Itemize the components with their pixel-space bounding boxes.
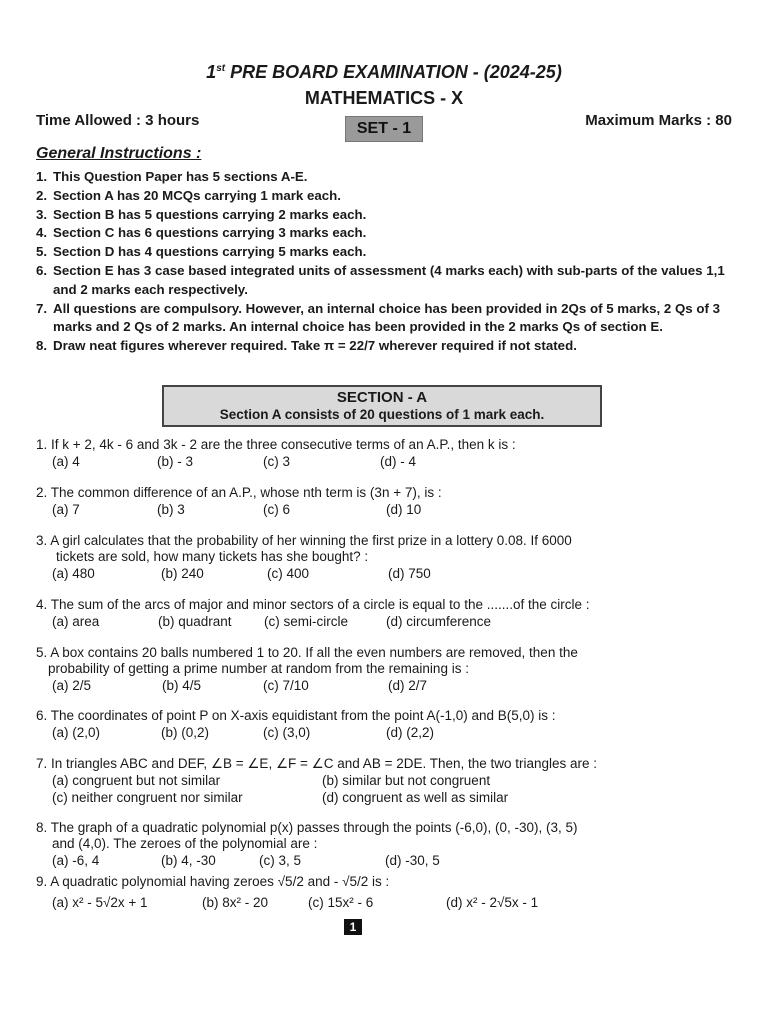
question-stem: 8. The graph of a quadratic polynomial p(x) passes through the points (-6,0), (0, -30), (3, 5): [36, 820, 578, 835]
options-row: [52, 852, 736, 869]
question-stem-cont: and (4,0). The zeroes of the polynomial are :: [52, 836, 318, 851]
options-row: [52, 724, 736, 741]
option-b: (b) quadrant: [158, 614, 232, 629]
option-a: (a) 2/5: [52, 678, 92, 693]
option-d: (d) circumference: [386, 614, 492, 629]
option-a: (a) 4: [52, 454, 80, 469]
maximum-marks: Maximum Marks : 80: [585, 112, 732, 129]
question-stem: 1. If k + 2, 4k - 6 and 3k - 2 are the three consecutive terms of an A.P., then k is :: [36, 437, 516, 452]
option-d: (d) -30, 5: [385, 853, 440, 868]
question-1: [36, 437, 736, 470]
options-row: [52, 613, 736, 630]
option-c: (c) neither congruent nor similar: [52, 790, 243, 805]
instruction-item: 1. This Question Paper has 5 sections A-E.: [36, 169, 308, 184]
option-b: (b) similar but not congruent: [322, 773, 491, 788]
question-stem: 3. A girl calculates that the probability of her winning the first prize in a lottery 0.08. If 6000: [36, 533, 572, 548]
option-d: (d) congruent as well as similar: [322, 790, 509, 805]
option-c: (c) 7/10: [263, 678, 309, 693]
instruction-item: 4. Section C has 6 questions carrying 3 marks each.: [36, 225, 367, 241]
options-row: [52, 772, 736, 789]
page-number: 1: [344, 919, 362, 935]
option-d: (d) 750: [388, 566, 431, 581]
instruction-item: 5. Section D has 4 questions carrying 5 marks each.: [36, 244, 367, 260]
question-5: [36, 645, 736, 694]
question-9: [36, 874, 736, 911]
question-7: [36, 756, 736, 806]
options-row: [52, 565, 736, 582]
time-allowed: Time Allowed : 3 hours: [36, 112, 200, 129]
question-8: [36, 820, 736, 869]
option-d: (d) 10: [386, 502, 422, 517]
question-stem-cont: probability of getting a prime number at random from the remaining is :: [48, 661, 469, 676]
option-b: (b) (0,2): [161, 725, 210, 740]
question-stem: 2. The common difference of an A.P., whose nth term is (3n + 7), is :: [36, 485, 442, 500]
question-stem: 4. The sum of the arcs of major and minor sectors of a circle is equal to the .......of the circle :: [36, 597, 590, 612]
question-stem-cont: tickets are sold, how many tickets has she bought? :: [56, 549, 369, 564]
option-a: (a) (2,0): [52, 725, 101, 740]
options-row: [52, 453, 736, 470]
option-a: (a) 7: [52, 502, 80, 517]
instruction-item: 8. Draw neat figures wherever required. Take π = 22/7 wherever required if not stated.: [36, 338, 577, 354]
options-row: [52, 894, 736, 911]
question-stem: 7. In triangles ABC and DEF, ∠B = ∠E, ∠F = ∠C and AB = 2DE. Then, the two triangles are :: [36, 756, 598, 771]
option-d: (d) 2/7: [388, 678, 428, 693]
option-c: (c) (3,0): [263, 725, 311, 740]
instruction-item: 3. Section B has 5 questions carrying 2 marks each.: [36, 206, 367, 222]
option-a: (a) 480: [52, 566, 95, 581]
option-a: (a) area: [52, 614, 100, 629]
option-c: (c) semi-circle: [264, 614, 348, 629]
option-b: (b) 4, -30: [161, 853, 216, 868]
option-a: (a) congruent but not similar: [52, 773, 221, 788]
option-b: (b) - 3: [157, 454, 194, 469]
option-b: (b) 8x² - 20: [202, 895, 269, 910]
option-a: (a) x² - 5√2x + 1: [52, 895, 148, 910]
instruction-item: 6. Section E has 3 case based integrated units of assessment (4 marks each) with sub-parts of the values 1,1 and 2 marks each respectively.: [36, 262, 725, 297]
option-c: (c) 15x² - 6: [308, 895, 374, 910]
set-badge: SET - 1: [345, 116, 423, 142]
question-stem: 6. The coordinates of point P on X-axis equidistant from the point A(-1,0) and B(5,0) is :: [36, 708, 556, 723]
options-row: [52, 501, 736, 518]
section-subtitle: Section A consists of 20 questions of 1 mark each.: [219, 407, 545, 422]
instruction-item: 7. All questions are compulsory. However, an internal choice has been provided in 2Qs of 5 marks, 2 Qs of 3 marks and 2 Qs of 2 marks. An internal choice has been provided in the 2 marks Qs of section E.: [36, 300, 721, 335]
section-title: SECTION - A: [336, 389, 428, 406]
option-a: (a) -6, 4: [52, 853, 100, 868]
section-a-header: [162, 385, 602, 427]
question-stem: 9. A quadratic polynomial having zeroes √5/2 and - √5/2 is :: [36, 874, 390, 889]
options-row: [52, 789, 736, 806]
option-b: (b) 4/5: [162, 678, 202, 693]
instruction-item: 2. Section A has 20 MCQs carrying 1 mark each.: [36, 187, 341, 203]
option-b: (b) 240: [161, 566, 204, 581]
subject-title: MATHEMATICS - X: [304, 88, 464, 108]
instructions-list: [36, 168, 736, 356]
question-6: [36, 708, 736, 741]
question-stem: 5. A box contains 20 balls numbered 1 to 20. If all the even numbers are removed, then the: [36, 645, 578, 660]
option-c: (c) 6: [263, 502, 290, 517]
question-3: [36, 533, 736, 582]
option-d: (d) - 4: [380, 454, 417, 469]
options-row: [52, 677, 736, 694]
question-2: [36, 485, 736, 518]
option-d: (d) (2,2): [386, 725, 435, 740]
general-instructions-heading: General Instructions :: [36, 145, 202, 162]
exam-title: 1st PRE BOARD EXAMINATION - (2024-25): [206, 62, 562, 82]
option-d: (d) x² - 2√5x - 1: [446, 895, 539, 910]
option-c: (c) 400: [267, 566, 310, 581]
option-b: (b) 3: [157, 502, 185, 517]
question-4: [36, 597, 736, 630]
option-c: (c) 3: [263, 454, 290, 469]
option-c: (c) 3, 5: [259, 853, 302, 868]
